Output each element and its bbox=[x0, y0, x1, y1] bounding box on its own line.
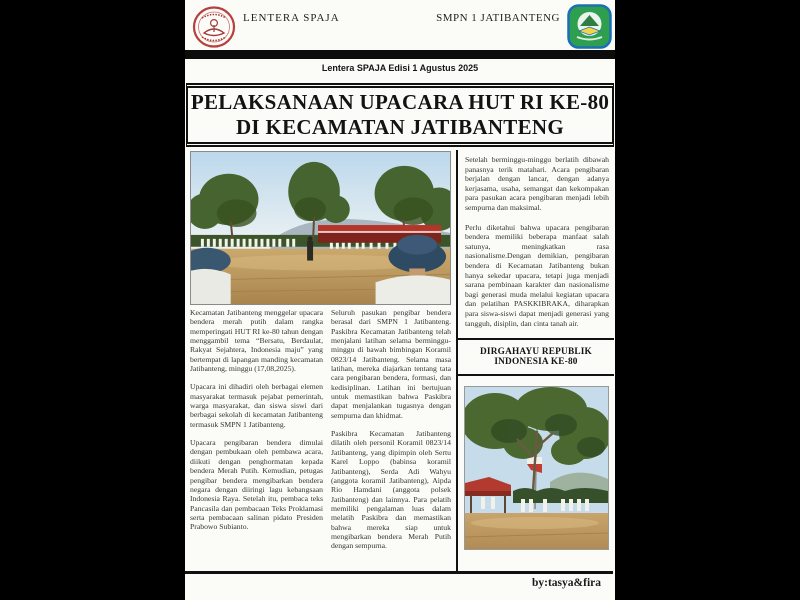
paragraph: Kecamatan Jatibanteng menggelar upacara bendera merah putih dalam rangka memperingati HUT RI ke-80 tahun dengan menggambil tema “Bersatu, Berdaulat, Rakyat Sejahtera, Indonesia maju” yang bertempat di lapangan manding kecamatan Jatibanteng, minggu (17,08,2025). bbox=[190, 308, 323, 374]
article-body bbox=[185, 150, 615, 571]
footer-rule bbox=[185, 571, 613, 574]
paragraph: Upacara pengibaran bendera dimulai dengan pembukaan oleh pembawa acara, diikuti dengan penghormatan kepada bendera Merah Putih. Kemudian, petugas pengibar bendera mengibarkan bendera negara dengan diiringi lagu kebangsaan Indonesia Raya. Setelah itu, pembaca teks Pancasila dan pembacaan Teks Proklamasi serta pembacaan salinan pidato Presiden Prabowo Subianto. bbox=[190, 438, 323, 532]
headline-line-1: PELAKSANAAN UPACARA HUT RI KE-80 bbox=[190, 90, 610, 114]
article-column-3 bbox=[456, 150, 614, 571]
paragraph: Setelah berminggu-minggu berlatih dibawah panasnya terik matahari. Acara pengibaran berjalan dengan lancar, dengan adanya kerjasama, usaha, semangat dan kekompakan para pasukan acara pengibaran menjadi lebih sempurna dan maksimal. bbox=[465, 155, 609, 212]
headline-box bbox=[186, 83, 614, 147]
smpn-jatibanteng-logo-icon bbox=[567, 4, 612, 49]
masthead bbox=[185, 0, 615, 50]
masthead-divider-bar bbox=[185, 50, 615, 59]
paper-title: LENTERA SPAJA bbox=[243, 12, 340, 24]
headline-line-2: DI KECAMATAN JATIBANTENG bbox=[235, 115, 565, 139]
article-column-2 bbox=[331, 308, 451, 571]
article-column-1 bbox=[190, 308, 323, 571]
paragraph: Upacara ini dihadiri oleh berbagai elemen masyarakat termasuk pejabat pemerintah, warga masyarakat, dan siswa siswi dari berbagai sekolah di kecamatan Jatibanteng termasuk SMPN 1 Jatibanteng. bbox=[190, 382, 323, 429]
byline: by:tasya&fira bbox=[532, 577, 601, 589]
paragraph: Perlu diketahui bahwa upacara pengibaran bendera memiliki beberapa manfaat salah satunya, meningkatkan rasa nasionalisme.Dengan demikian, pengibaran bendera di Kecamatan Jatibanteng bukan hanya sekedar upacara, tetapi juga menjadi sarana pembinaan karakter dan nasionalisme bagi generasi muda melalui kegiatan upacara dan pelatihan PASKKIBRAKA, diharapkan para siswa-siswi dapat menjadi generasi yang tangguh, disiplin, dan cinta tanah air. bbox=[465, 222, 609, 328]
edition-line: Lentera SPAJA Edisi 1 Agustus 2025 bbox=[321, 63, 479, 73]
school-name: SMPN 1 JATIBANTENG bbox=[436, 12, 560, 24]
paragraph: Seluruh pasukan pengibar bendera berasal dari SMPN 1 Jatibanteng. Paskibra Kecamatan Jatibanteng telah menjalani latihan selama berminggu-minggu di bawah bimbingan Koramil 0823/14 Jatibanteng. Selama masa latihan, mereka diajarkan tentang tata cara pengibaran bendera, formasi, dan kedisiplinan. Latihan ini bertujuan untuk memastikan bahwa Paskibra dapat menjalankan tugasnya dengan sempurna dan khidmat. bbox=[331, 308, 451, 420]
ceremony-field-photo bbox=[190, 151, 451, 305]
flagpole-photo bbox=[464, 386, 609, 550]
column-3-text bbox=[458, 150, 614, 328]
lentera-spaja-logo-icon bbox=[192, 6, 236, 48]
paragraph: Paskibra Kecamatan Jatibanteng dilatih oleh personil Koramil 0823/14 Jatibanteng, yang dipimpin oleh Sertu Karel Loppo (babinsa koramil Jatibanteng), Serda Adi Wahyu (anggota koramil Jatibanteng), Aipda Rio Hamdani (anggota polsek Jatibanteng) dan lainnya. Para pelatih memiliki pengalaman luas dalam melatih Paskibra dan memastikan bahwa mereka siap untuk mengibarkan bendera Merah Putih dengan sempurna. bbox=[331, 429, 451, 551]
newsletter-page bbox=[185, 0, 615, 600]
independence-banner: DIRGAHAYU REPUBLIK INDONESIA KE-80 bbox=[458, 338, 614, 376]
